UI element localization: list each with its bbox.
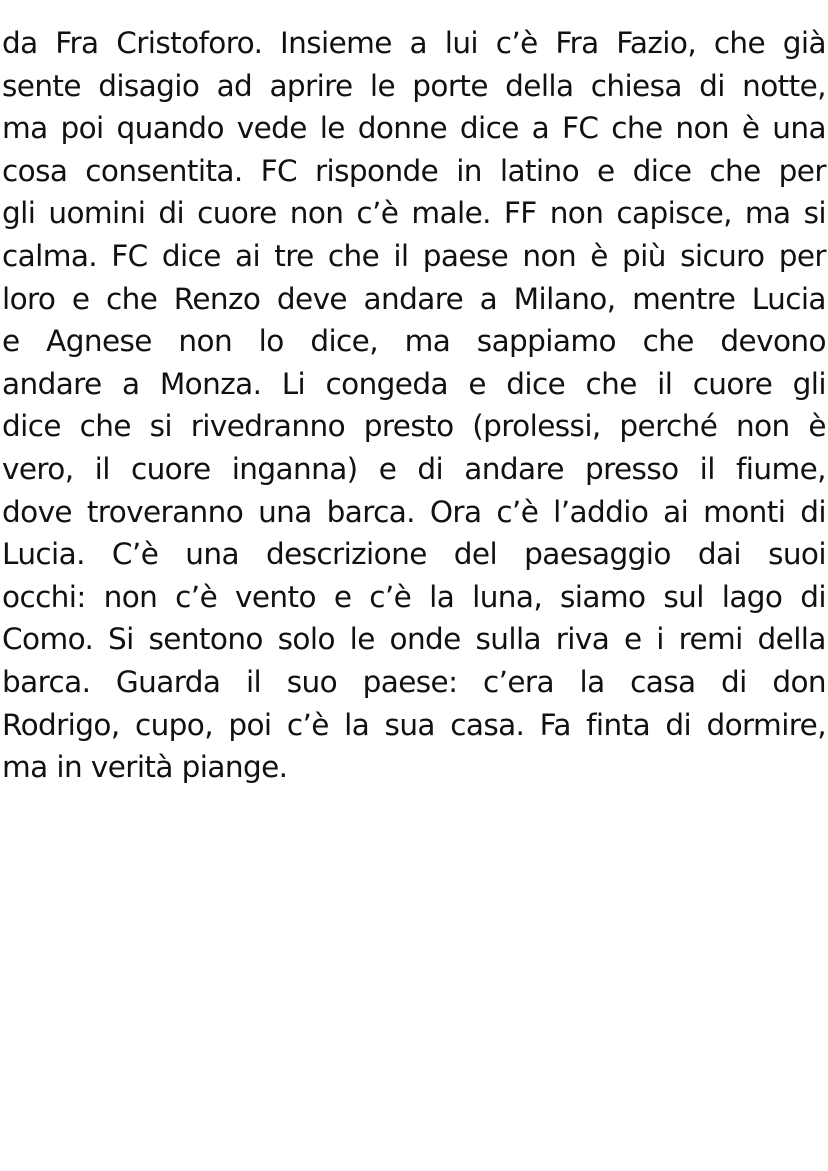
word: dice — [161, 238, 221, 273]
word: lo — [258, 324, 284, 359]
word: remi — [678, 622, 743, 657]
word: c’è — [495, 26, 538, 60]
word: Rodrigo, — [2, 707, 120, 742]
word: la — [429, 579, 455, 614]
word: barca. — [2, 664, 91, 699]
word: le — [349, 622, 375, 657]
word: gli — [2, 196, 36, 231]
word: casa — [630, 664, 696, 699]
word: è — [741, 111, 760, 146]
word: non — [522, 238, 577, 273]
word: lui — [444, 26, 479, 60]
word: dai — [697, 537, 742, 572]
word: poi — [60, 111, 104, 146]
word: di — [665, 707, 692, 742]
word: FC — [111, 238, 148, 273]
word: andare — [363, 281, 464, 316]
word: inganna) — [231, 451, 358, 486]
word: don — [772, 664, 826, 699]
text-line — [2, 363, 826, 406]
word: dice — [459, 111, 519, 146]
word: deve — [276, 281, 347, 316]
word: c’è — [286, 707, 329, 742]
word: Como. — [2, 622, 94, 657]
word: sul — [663, 579, 704, 614]
text-line — [2, 150, 826, 193]
word: Lucia — [751, 281, 826, 316]
word: chiesa — [590, 68, 682, 103]
word: Si — [108, 622, 134, 657]
word: cuore — [692, 366, 773, 401]
word: sicuro — [680, 238, 765, 273]
word: suo — [286, 664, 338, 699]
word: FC — [562, 111, 599, 146]
word: la — [344, 707, 370, 742]
word: dormire, — [706, 707, 826, 742]
word: Fazio, — [616, 26, 697, 60]
text-line — [2, 448, 826, 491]
word: paese — [422, 238, 509, 273]
word: ai — [663, 494, 689, 529]
word: per — [778, 153, 826, 188]
word: il — [94, 451, 110, 486]
word: sente — [2, 68, 81, 103]
word: vero, — [2, 451, 74, 486]
word: barca. — [326, 494, 415, 529]
word: descrizione — [265, 537, 427, 572]
word: Fra — [555, 26, 599, 60]
word: piange. — [181, 750, 288, 785]
word: e — [597, 153, 615, 188]
word: calma. — [2, 238, 98, 273]
text-line — [2, 405, 826, 448]
word: quando — [116, 111, 224, 146]
word: troveranno — [86, 494, 244, 529]
word: una — [185, 537, 239, 572]
word: c’era — [482, 664, 554, 699]
text-line — [2, 65, 826, 108]
word: Renzo — [173, 281, 261, 316]
word: già — [782, 26, 826, 60]
word: latino — [499, 153, 580, 188]
word: sulla — [475, 622, 542, 657]
text-line — [2, 235, 826, 278]
word: non — [735, 409, 790, 444]
word: Milano, — [513, 281, 616, 316]
word: loro — [2, 281, 56, 316]
word: dice, — [310, 324, 378, 359]
word: non — [549, 196, 604, 231]
word: a — [409, 26, 428, 60]
word: Ora — [429, 494, 482, 529]
word: Li — [281, 366, 306, 401]
text-line — [2, 661, 826, 704]
word: Fa — [539, 707, 571, 742]
text-line — [2, 320, 826, 363]
word: ai — [234, 238, 261, 273]
word: luna, — [472, 579, 543, 614]
word: che — [327, 238, 380, 273]
word: congeda — [325, 366, 448, 401]
word: che — [611, 111, 663, 146]
word: sappiamo — [476, 324, 616, 359]
word: dice — [2, 409, 61, 444]
word: vede — [236, 111, 307, 146]
word: più — [622, 238, 666, 273]
text-line — [2, 107, 826, 150]
word: presto — [363, 409, 454, 444]
word: (prolessi, — [472, 409, 601, 444]
word: della — [757, 622, 826, 657]
word: fiume, — [736, 451, 826, 486]
word: si — [803, 196, 826, 231]
word: c’è — [369, 579, 412, 614]
word: di — [721, 664, 747, 699]
text-line — [2, 22, 826, 65]
word: consentita. — [85, 153, 243, 188]
word: riva — [555, 622, 610, 657]
word: verità — [90, 750, 182, 785]
word: risponde — [314, 153, 439, 188]
word: le — [319, 111, 345, 146]
word: solo — [277, 622, 335, 657]
word: di — [417, 451, 444, 486]
word: onde — [389, 622, 461, 657]
word: notte, — [742, 68, 826, 103]
word: che — [642, 324, 694, 359]
word: a — [531, 111, 550, 146]
text-line — [2, 576, 826, 619]
word: è — [808, 409, 826, 444]
word: lago — [721, 579, 783, 614]
word: per — [778, 238, 826, 273]
word: non — [178, 324, 233, 359]
word: Fra — [55, 26, 99, 60]
word: Agnese — [46, 324, 152, 359]
word: in — [456, 153, 482, 188]
word: Guarda — [115, 664, 221, 699]
word: dove — [2, 494, 72, 529]
word: dice — [506, 366, 566, 401]
word: vento — [235, 579, 316, 614]
word: uomini — [48, 196, 146, 231]
word: si — [149, 409, 172, 444]
word: e — [468, 366, 486, 401]
word: che — [709, 153, 761, 188]
word: il — [393, 238, 409, 273]
word: e — [71, 281, 90, 316]
word: cupo, — [134, 707, 214, 742]
text-line — [2, 618, 826, 661]
word: della — [505, 68, 574, 103]
word: cuore — [130, 451, 211, 486]
word: c’è — [175, 579, 218, 614]
word: occhi: — [2, 579, 86, 614]
word: andare — [464, 451, 564, 486]
word: di — [800, 579, 826, 614]
word: i — [656, 622, 664, 657]
word: che — [79, 409, 131, 444]
word: c’è — [356, 196, 399, 231]
word: che — [106, 281, 158, 316]
word: sua — [384, 707, 435, 742]
word: FC — [260, 153, 298, 188]
word: sentono — [148, 622, 263, 657]
word: in — [56, 750, 91, 785]
word: capisce, — [616, 196, 732, 231]
word: il — [699, 451, 715, 486]
word: FF — [503, 196, 537, 231]
word: andare — [2, 366, 102, 401]
word: che — [713, 26, 766, 60]
word: paese: — [362, 664, 458, 699]
word: e — [623, 622, 642, 657]
word: non — [289, 196, 344, 231]
word: cuore — [197, 196, 277, 231]
word: c’è — [496, 494, 539, 529]
text-line — [2, 746, 826, 789]
word: l’addio — [553, 494, 649, 529]
word: ad — [216, 68, 253, 103]
text-line — [2, 704, 826, 747]
word: presso — [585, 451, 679, 486]
word: di — [800, 494, 826, 529]
word: da — [2, 26, 38, 60]
word: finta — [586, 707, 651, 742]
word: e — [378, 451, 397, 486]
word: del — [453, 537, 498, 572]
word: il — [245, 664, 262, 699]
word: monti — [703, 494, 786, 529]
text-line — [2, 278, 826, 321]
word: una — [772, 111, 826, 146]
word: disagio — [98, 68, 200, 103]
word: cosa — [2, 153, 68, 188]
word: che — [585, 366, 637, 401]
word: suoi — [768, 537, 826, 572]
word: ma — [2, 111, 48, 146]
word: le — [369, 68, 396, 103]
word: la — [579, 664, 605, 699]
word: ma — [404, 324, 451, 359]
word: rivedranno — [190, 409, 346, 444]
word: una — [258, 494, 312, 529]
word: a — [479, 281, 498, 316]
word: e — [2, 324, 20, 359]
text-line — [2, 192, 826, 235]
word: Cristoforo. — [116, 26, 263, 60]
word: devono — [720, 324, 826, 359]
word: paesaggio — [524, 537, 671, 572]
word: e — [333, 579, 352, 614]
word: ma — [744, 196, 791, 231]
word: siamo — [560, 579, 646, 614]
word: è — [590, 238, 608, 273]
text-line — [2, 533, 826, 576]
word: porte — [412, 68, 488, 103]
word: dice — [632, 153, 692, 188]
word: mentre — [632, 281, 736, 316]
word: poi — [228, 707, 272, 742]
word: tre — [274, 238, 314, 273]
word: C’è — [111, 537, 159, 572]
word: non — [675, 111, 730, 146]
word: non — [103, 579, 158, 614]
word: di — [699, 68, 725, 103]
word: Lucia. — [2, 537, 85, 572]
paragraph — [2, 22, 826, 789]
word: a — [121, 366, 140, 401]
word: il — [657, 366, 673, 401]
word: gli — [792, 366, 826, 401]
word: male. — [411, 196, 491, 231]
text-line — [2, 491, 826, 534]
word: casa. — [450, 707, 525, 742]
word: di — [158, 196, 185, 231]
word: ma — [2, 750, 57, 785]
word: Insieme — [280, 26, 392, 60]
word: donne — [357, 111, 448, 146]
word: perché — [619, 409, 718, 444]
word: aprire — [269, 68, 353, 103]
word: Monza. — [159, 366, 262, 401]
